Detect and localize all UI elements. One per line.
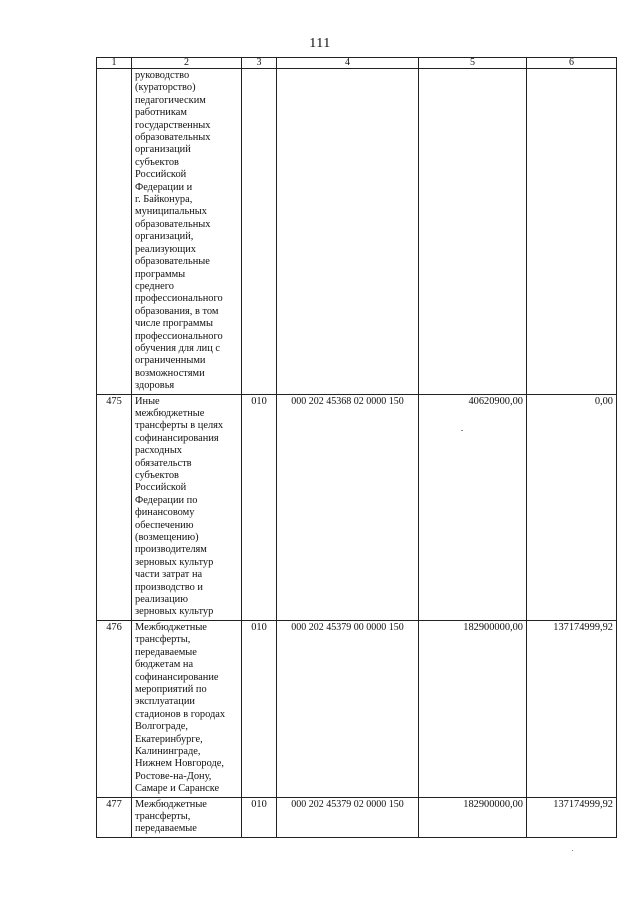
- row-number: 477: [97, 797, 132, 837]
- row-name-text: Межбюджетные трансферты, передаваемые бюджетам на софинансирование мероприятий по эксплуатации стадионов в городах Волгограде, Екатеринбурге, Калининграде, Нижнем Новгороде, Ростове-на-Дону, Самаре и Саранске: [135, 621, 226, 795]
- row-name-text: Межбюджетные трансферты, передаваемые: [135, 798, 207, 835]
- row-name: [132, 797, 242, 837]
- row-budget-code: 000 202 45379 00 0000 150: [277, 620, 419, 797]
- row-admin-code: 010: [242, 797, 277, 837]
- row-name-text: руководство (кураторство) педагогическим работникам государственных образовательных организаций субъектов Российской Федерации и г. Байконура, муниципальных образовательных организаций, реализующих образовательные программы среднего профессионального образования, в том числе программы профессионального обучения для лиц с ограниченными возможностями здоровья: [135, 70, 223, 392]
- row-amount-col6: 137174999,92: [527, 797, 617, 837]
- row-name: [132, 69, 242, 395]
- table-row: [97, 620, 617, 797]
- row-amount-col6: 0,00: [527, 394, 617, 620]
- column-header-3: 3: [242, 58, 277, 69]
- row-name: [132, 394, 242, 620]
- row-amount-col5: [419, 69, 527, 395]
- row-number: 475: [97, 394, 132, 620]
- page-number: 111: [309, 36, 331, 51]
- column-header-6: 6: [527, 58, 617, 69]
- row-amount-col5: 182900000,00: [419, 797, 527, 837]
- column-header-4: 4: [277, 58, 419, 69]
- table-header-row: [97, 58, 617, 69]
- row-number: [97, 69, 132, 395]
- row-budget-code: 000 202 45379 02 0000 150: [277, 797, 419, 837]
- row-name: [132, 620, 242, 797]
- budget-table: [96, 57, 617, 838]
- row-number: 476: [97, 620, 132, 797]
- row-budget-code: [277, 69, 419, 395]
- row-name-text: Иные межбюджетные трансферты в целях софинансирования расходных обязательств субъектов Российской Федерации по финансовому обеспечению (возмещению) производителям зерновых культур части затрат на производство и реализацию зерновых культур: [135, 395, 224, 618]
- column-header-5: 5: [419, 58, 527, 69]
- table-row: [97, 69, 617, 395]
- row-budget-code: 000 202 45368 02 0000 150: [277, 394, 419, 620]
- row-admin-code: 010: [242, 394, 277, 620]
- row-admin-code: [242, 69, 277, 395]
- row-admin-code: 010: [242, 620, 277, 797]
- column-header-2: 2: [132, 58, 242, 69]
- table-row: [97, 394, 617, 620]
- scan-speck: [572, 850, 573, 851]
- table-row: [97, 797, 617, 837]
- row-amount-col5: 182900000,00: [419, 620, 527, 797]
- row-amount-col6: 137174999,92: [527, 620, 617, 797]
- row-amount-col5: 40620900,00: [419, 394, 527, 620]
- scan-speck: [461, 430, 463, 431]
- row-amount-col6: [527, 69, 617, 395]
- column-header-1: 1: [97, 58, 132, 69]
